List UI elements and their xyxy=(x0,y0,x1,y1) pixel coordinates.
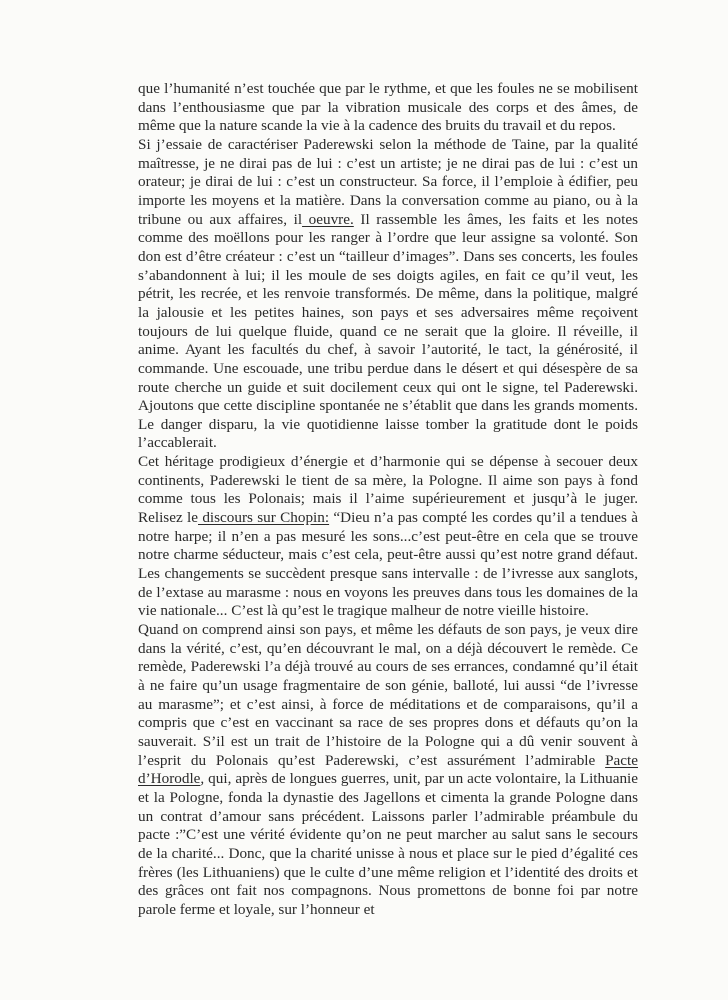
document-page xyxy=(138,80,638,920)
paragraph-3-text-a: Cet héritage prodigieux d’énergie et d’harmonie qui se dépense à secouer deux continents, Paderewski le tient de sa mère, la Pologne. Il aime son pays à fond comme tous les Polonais; mais il l’aime supérieurement et jusqu’à le juger. Relisez le xyxy=(138,453,638,527)
paragraph-4-text-a: Quand on comprend ainsi son pays, et même les défauts de son pays, je veux dire dans la vérité, c’est, qu’en découvrant le mal, on a déjà découvert le remède. Ce remède, Paderewski l’a déjà trouvé au cours de ses errances, condamné qu’il était à ne faire qu’un usage fragmentaire de son génie, balloté, lui aussi “de l’ivresse au marasme”; et c’est ainsi, à force de méditations et de comparaisons, qu’il a compris que c’est en vaccinant sa race de ses propres dons et défauts qu’on la sauverait. S’il est un trait de l’histoire de la Pologne qui a dû venir souvent à l’esprit du Polonais qu’est Paderewski, c’est assurément l’admirable xyxy=(138,621,638,769)
paragraph-3 xyxy=(138,453,638,621)
underlined-oeuvre: oeuvre. xyxy=(302,210,354,228)
paragraph-4-text-b: , qui, après de longues guerres, unit, par un acte volontaire, la Lithuanie et la Pologne, fonda la dynastie des Jagellons et cimenta la grande Pologne dans un contrat d’amour sans précédent. Laissons parler l’admirable préambule du pacte :”C’est une vérité évidente qu’on ne peut marcher au salut sans le secours de la charité... Donc, que la charité unisse à nous et place sur le pied d’égalité ces frères (les Lithuaniens) que le culte d’une même religion et l’identité des droits et des grâces ont fait nos compagnons. Nous promettons de bonne foi par notre parole ferme et loyale, sur l’honneur et xyxy=(138,770,638,918)
paragraph-2-text-a: Si j’essaie de caractériser Paderewski selon la méthode de Taine, par la qualité maîtresse, je ne dirai pas de lui : c’est un artiste; je ne dirai pas de lui : c’est un orateur; je dirai de lui : c’est un constructeur. Sa force, il l’emploie à édifier, peu importe les moyens et la matière. Dans la conversation comme au piano, ou à la tribune ou aux affaires, il xyxy=(138,135,638,228)
paragraph-4 xyxy=(138,621,638,920)
paragraph-1-text: que l’humanité n’est touchée que par le rythme, et que les foules ne se mobilisent dans l’enthousiasme que par la vibration musicale des corps et des âmes, de même que la nature scande la vie à la cadence des bruits du travail et du repos. xyxy=(138,80,638,135)
underlined-discours-sur-chopin: discours sur Chopin: xyxy=(198,509,330,527)
paragraph-3-text-b: “Dieu n’a pas compté les cordes qu’il a tendues à notre harpe; il n’en a pas mesuré les sons...c’est peut-être en cela que se trouve notre charme séducteur, mais c’est cela, peut-être aussi qu’est notre grand défaut. Les changements se succèdent presque sans intervalle : de l’ivresse aux sanglots, de l’extase au marasme : nous en voyons les preuves dans tous les domaines de la vie nationale... C’est là qu’est le tragique malheur de notre vieille histoire. xyxy=(138,509,638,620)
paragraph-2 xyxy=(138,136,638,453)
underlined-pacte-horodle: Pacte d’Horodle xyxy=(138,751,638,788)
paragraph-1 xyxy=(138,80,638,136)
paragraph-2-text-b: Il rassemble les âmes, les faits et les notes comme des moëllons pour les ranger à l’ordre que leur assigne sa volonté. Son don est d’être créateur : c’est un “tailleur d’images”. Dans ses concerts, les foules s’abandonnent à lui; il les moule de ses doigts agiles, en fait ce qu’il veut, les pétrit, les recrée, et les renvoie transformés. De même, dans la politique, malgré la jalousie et les petites haines, son pays et ses adversaires même reçoivent toujours de lui quelque fluide, quand ce ne serait que la gloire. Il réveille, il anime. Ayant les facultés du chef, à savoir l’autorité, le tact, la générosité, il commande. Une escouade, une tribu perdue dans le désert et qui désespère de sa route cherche un guide et suit docilement ceux qui ont le signe, tel Paderewski. Ajoutons que cette discipline spontanée ne s’établit que dans les grands moments. Le danger disparu, la vie quotidienne laisse tomber la gratitude dont le poids l’accablerait. xyxy=(138,210,639,452)
